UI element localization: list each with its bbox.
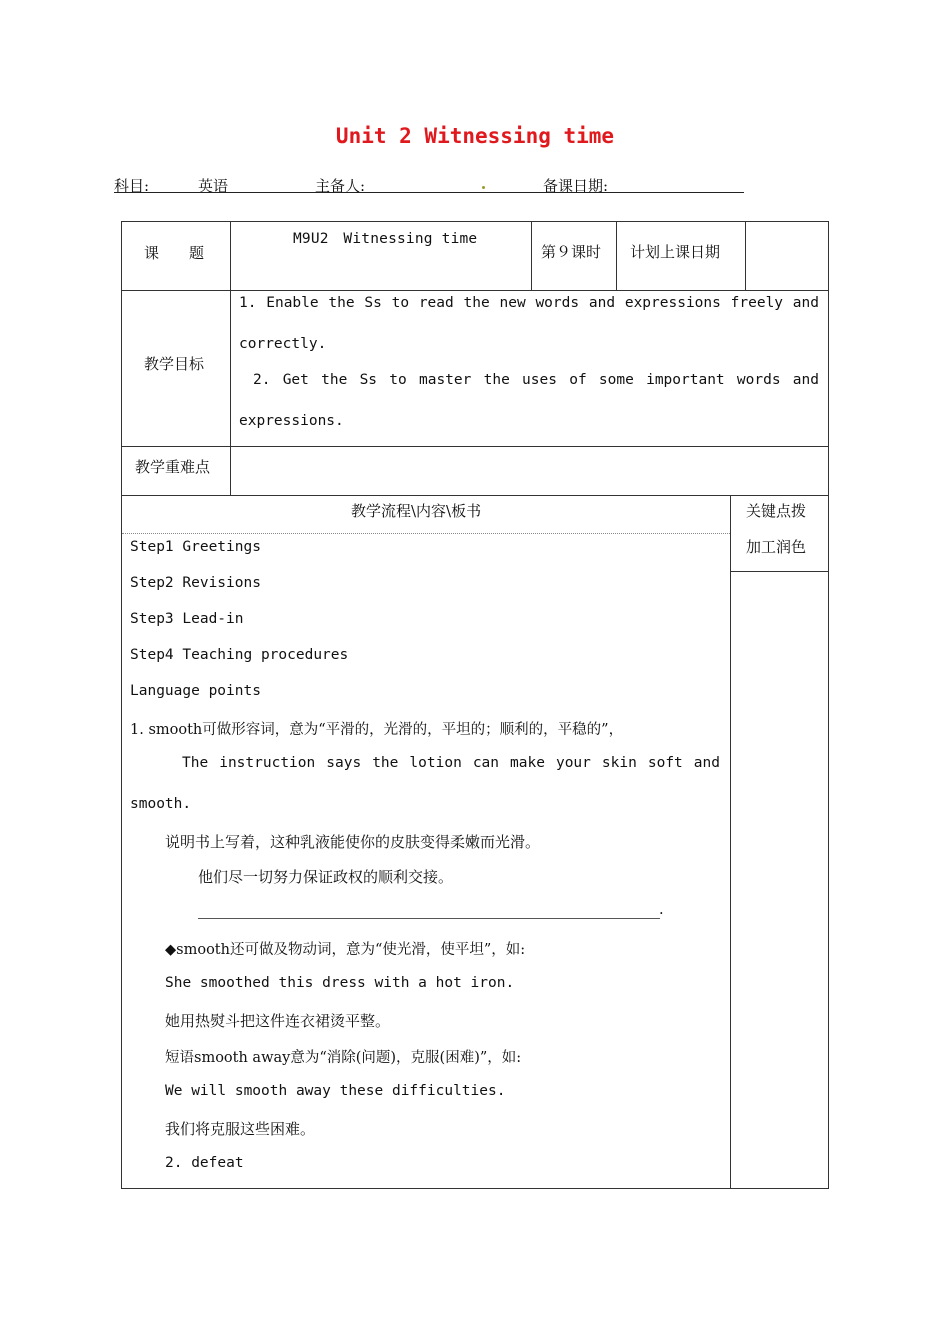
key-points-content-cell	[230, 446, 829, 496]
phrase-usage: 短语smooth away意为“消除(问题)，克服(困难)”，如:	[165, 1050, 522, 1066]
date-label: 备课日期:	[543, 177, 609, 195]
point-1-definition: 1. smooth可做形容词，意为“平滑的，光滑的，平坦的；顺利的，平稳的”，	[130, 722, 624, 738]
answer-blank-end: .	[659, 902, 664, 918]
step-3: Step3 Lead-in	[130, 611, 244, 627]
notes-header-line-1: 关键点拨	[746, 502, 807, 520]
language-points-heading: Language points	[130, 683, 261, 699]
example-1-line-1: The instruction says the lotion can make your skin soft and	[182, 755, 720, 771]
period-text: 第９课时	[541, 243, 602, 261]
objectives-label: 教学目标	[144, 355, 205, 373]
objective-2-line-2: expressions.	[239, 413, 344, 429]
exercise-1: 他们尽一切努力保证政权的顺利交接。	[198, 868, 454, 886]
objective-1-line-2: correctly.	[239, 336, 327, 352]
example-3: We will smooth away these difficulties.	[165, 1083, 506, 1099]
notes-header-line-2: 加工润色	[746, 538, 807, 556]
subject-value: 英语	[198, 177, 229, 195]
point-1-verb-usage: ◆smooth还可做及物动词，意为“使光滑，使平坦”，如:	[165, 942, 526, 958]
process-header: 教学流程\内容\板书	[351, 502, 482, 520]
document-title: Unit 2 Witnessing time	[335, 124, 615, 148]
subject-label: 科目:	[114, 177, 150, 195]
step-1: Step1 Greetings	[130, 539, 261, 555]
plan-date-value-cell	[745, 221, 829, 291]
topic-label: 课 题	[144, 244, 205, 262]
step-2: Step2 Revisions	[130, 575, 261, 591]
objective-2-line-1: 2. Get the Ss to master the uses of some important words and	[253, 372, 819, 388]
meta-underline	[114, 192, 744, 193]
header-separator	[122, 533, 730, 534]
preparer-label: 主备人:	[315, 177, 366, 195]
example-2: She smoothed this dress with a hot iron.	[165, 975, 515, 991]
topic-value: M9U2 Witnessing time	[293, 231, 478, 247]
objective-1-line-1: 1. Enable the Ss to read the new words and expressions freely and	[239, 295, 819, 311]
example-1-line-2: smooth.	[130, 796, 192, 812]
point-2-heading: 2. defeat	[165, 1155, 244, 1171]
notes-content-cell	[730, 571, 829, 1189]
plan-date-label: 计划上课日期	[630, 243, 721, 261]
translation-2: 她用热熨斗把这件连衣裙烫平整。	[165, 1012, 391, 1030]
ink-dot	[482, 186, 485, 189]
answer-blank	[198, 918, 660, 919]
step-4: Step4 Teaching procedures	[130, 647, 349, 663]
translation-1: 说明书上写着，这种乳液能使你的皮肤变得柔嫩而光滑。	[165, 833, 541, 851]
key-points-label: 教学重难点	[135, 458, 211, 476]
translation-3: 我们将克服这些困难。	[165, 1120, 316, 1138]
